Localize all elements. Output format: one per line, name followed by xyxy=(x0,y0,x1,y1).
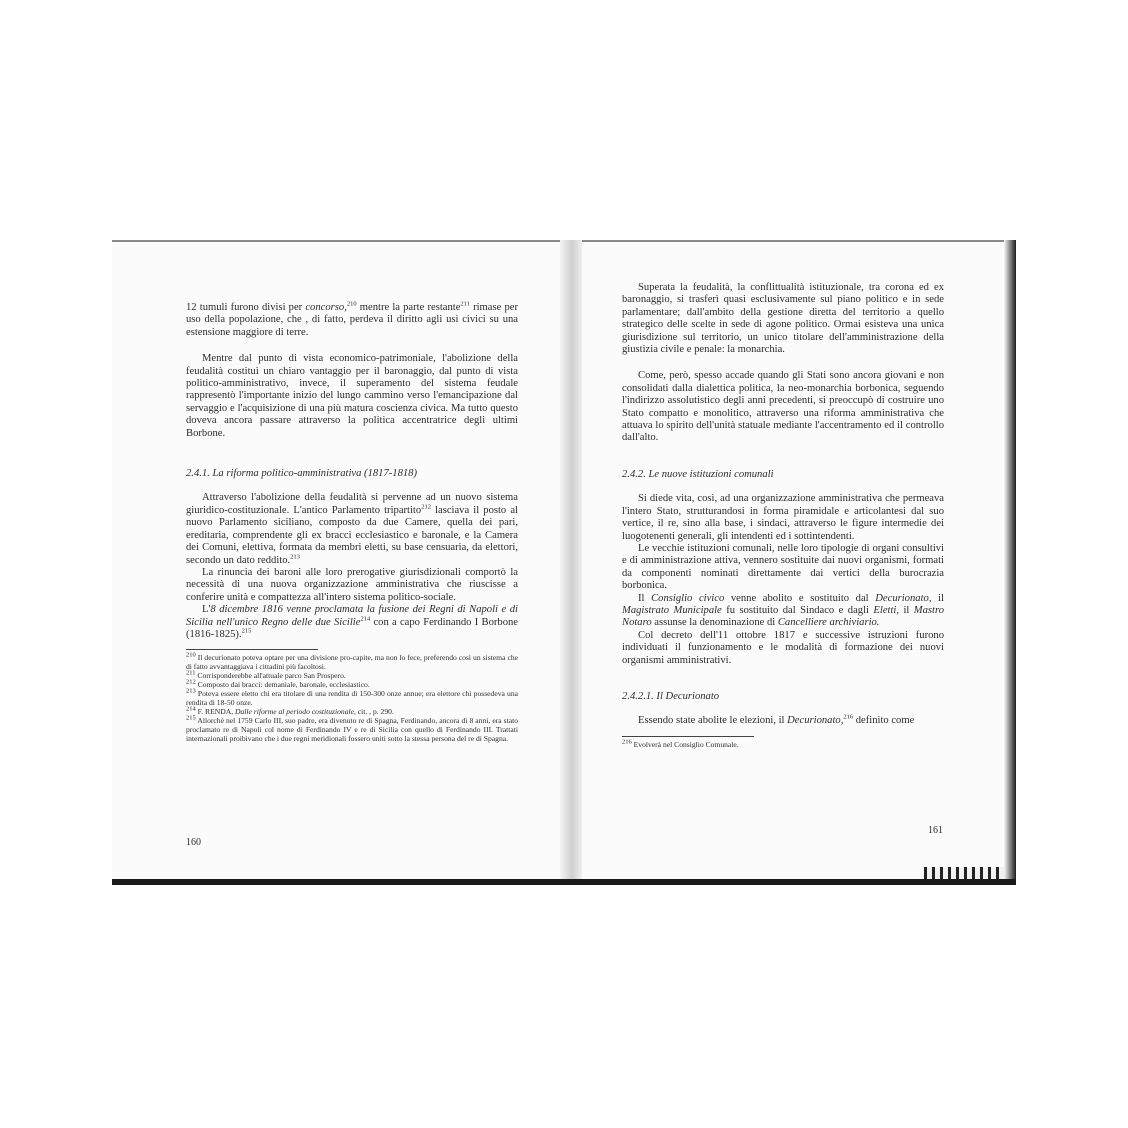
footnote: $^{213}$ Poteva essere eletto chi era titolare di una rendita di 150-300 onze annue; era elettore chi possedeva una rendita di 18-50 onze. xyxy=(186,687,518,708)
text: rimase per uso della popolazione, che , di fatto, perdeva il diritto agli usi civici su una estensione maggiore di terre. xyxy=(186,302,518,338)
paragraph: Il Consiglio civico venne abolito e sostituito dal Decurionato, il Magistrato Municipale fu sostituito dal Sindaco e dagli Eletti, il Mastro Notaro assunse la denominazione di Cancelliere archiviario. xyxy=(622,592,944,629)
paragraph: Le vecchie istituzioni comunali, nelle loro tipologie di organi consultivi e di amministrazione attiva, vennero sostituite dai nuovi organismi, formati da componenti nominati direttamente dai vertici della burocrazia borbonica. xyxy=(622,542,944,592)
footnote-ref[interactable]: 215 xyxy=(241,627,252,635)
footnote: $^{216}$ Evolverà nel Consiglio Comunale. xyxy=(622,738,739,749)
left-page xyxy=(186,302,518,743)
footnote: $^{215}$ Allorché nel 1759 Carlo III, suo padre, era divenuto re di Spagna, Ferdinando, ancora di 8 anni, era stato proclamato re di Napoli col nome di Ferdinando IV e re di Sicilia con quello di Ferdinando III. Trattati internazionali proibivano che i due regni meridionali fossero uniti sotto la stessa persona del re di Spagna. xyxy=(186,714,518,744)
paragraph: Col decreto dell'11 ottobre 1817 e successive istruzioni furono individuati il funzionamento e le modalità di formazione dei nuovi organismi amministrativi. xyxy=(622,629,944,666)
right-page xyxy=(622,282,944,749)
page-number: 161 xyxy=(928,825,943,836)
footnote-separator xyxy=(186,649,318,650)
paragraph xyxy=(186,604,518,641)
footnote-ref[interactable]: 212 xyxy=(421,503,431,511)
text: Attraverso l'abolizione della feudalità si pervenne ad un nuovo sistema giuridico-costituzionale. L'antico Parlamento tripartito xyxy=(186,492,518,516)
text: mentre la parte restante xyxy=(356,302,461,313)
footnote-ref[interactable]: 213 xyxy=(290,552,300,560)
footnote-ref[interactable]: 211 xyxy=(460,300,470,308)
section-heading: 2.4.2.1. Il Decurionato xyxy=(622,690,720,702)
text: con a capo Ferdinando I Borbone (1816-1825). xyxy=(186,616,518,640)
paragraph xyxy=(186,302,518,339)
paragraph: Come, però, spesso accade quando gli Stati sono ancora giovani e non consolidati dalla dialettica politica, la neo-monarchia borbonica, seguendo l'indirizzo assolutistico degli anni precedenti, si preoccupò di costruire uno Stato compatto e monolitico, attraverso una riforma amministrativa che attuava lo spirito dell'unità statuale mediante l'accentramento ed il controllo dall'alto. xyxy=(622,370,944,444)
footnote: $^{212}$ Composto dai bracci: demaniale, baronale, ecclesiastico. xyxy=(186,678,370,690)
paragraph xyxy=(186,492,518,566)
text: 12 tumuli furono divisi per xyxy=(186,302,306,313)
text: lasciava il posto al nuovo Parlamento siciliano, composto da due Camere, quella dei pari, ereditaria, comprendente gli ex bracci ecclesiastico e baronale, e la Camera dei Comuni, elettiva, formata da membri eletti, su base censuaria, da elettori, secondo un dato reddito. xyxy=(186,504,518,566)
footnote: $^{211}$ Corrisponderebbe all'attuale parco San Prospero. xyxy=(186,669,346,681)
footnote-separator xyxy=(622,736,754,737)
section-heading: 2.4.2. Le nuove istituzioni comunali xyxy=(622,468,774,480)
section-heading: 2.4.1. La riforma politico-amministrativa (1817-1818) xyxy=(186,468,417,480)
paragraph: Mentre dal punto di vista economico-patrimoniale, l'abolizione della feudalità costituì un chiaro vantaggio per il baronaggio, dal punto di vista politico-amministrativo, invece, il superamento del sistema feudale rappresentò l'importante inizio del lungo cammino verso l'emancipazione dal servaggio e l'acquisizione di una più matura coscienza civica. Ma tutto questo doveva ancora passare attraverso la politica accentratrice degli ultimi Borbone. xyxy=(186,353,518,439)
book-spread xyxy=(112,240,1016,885)
italic-text: concorso, xyxy=(305,302,347,313)
footnote-ref[interactable]: 216 xyxy=(843,713,854,721)
footnote-ref[interactable]: 214 xyxy=(360,615,371,622)
book-gutter xyxy=(560,240,582,879)
page-number: 160 xyxy=(186,837,201,848)
footnote: $^{210}$ Il decurionato poteva optare per una divisione pro-capite, ma non lo fece, preferendo così un sistema che di fatto avvantaggiava i cittadini più facoltosi. xyxy=(186,651,518,672)
footnote: $^{214}$ F. RENDA, Dalle riforme al periodo costituzionale, cit. , p. 290. xyxy=(186,705,394,717)
page-edge-stripes xyxy=(924,867,1004,879)
paragraph: Si diede vita, così, ad una organizzazione amministrativa che permeava l'intero Stato, strutturandosi in forma piramidale e articolantesi dal suo vertice, il re, sino alla base, i sindaci, attraverso le figure intermedie dei luogotenenti generali, gli intendenti ed i sottintendenti. xyxy=(622,493,944,542)
text: L' xyxy=(202,604,211,616)
italic-text: 8 dicembre 1816 venne proclamata la fusione dei Regni di Napoli e di Sicilia nell'unico Regno delle due Sicilie xyxy=(186,604,518,628)
paragraph: Essendo state abolite le elezioni, il Decurionato,$^{216}$ definito come xyxy=(638,713,915,727)
paragraph: La rinuncia dei baroni alle loro prerogative giurisdizionali comportò la necessità di una nuova organizzazione amministrativa che riuscisse a conferire unità e compattezza all'intero sistema politico-sociale. xyxy=(186,566,518,603)
footnote-ref[interactable]: 210 xyxy=(346,300,357,308)
page-edge-shadow xyxy=(1004,240,1016,879)
paragraph: Superata la feudalità, la conflittualità istituzionale, tra corona ed ex baronaggio, si trasferì quasi esclusivamente sul piano politico e in sede parlamentare; dall'ambito della gestione diretta del territorio a quello strategico delle scelte in sede di agone politico. Ormai esisteva una unica giurisdizione sul territorio, un unico titolare dell'amministrazione della giustizia civile e penale: la monarchia. xyxy=(622,282,944,356)
